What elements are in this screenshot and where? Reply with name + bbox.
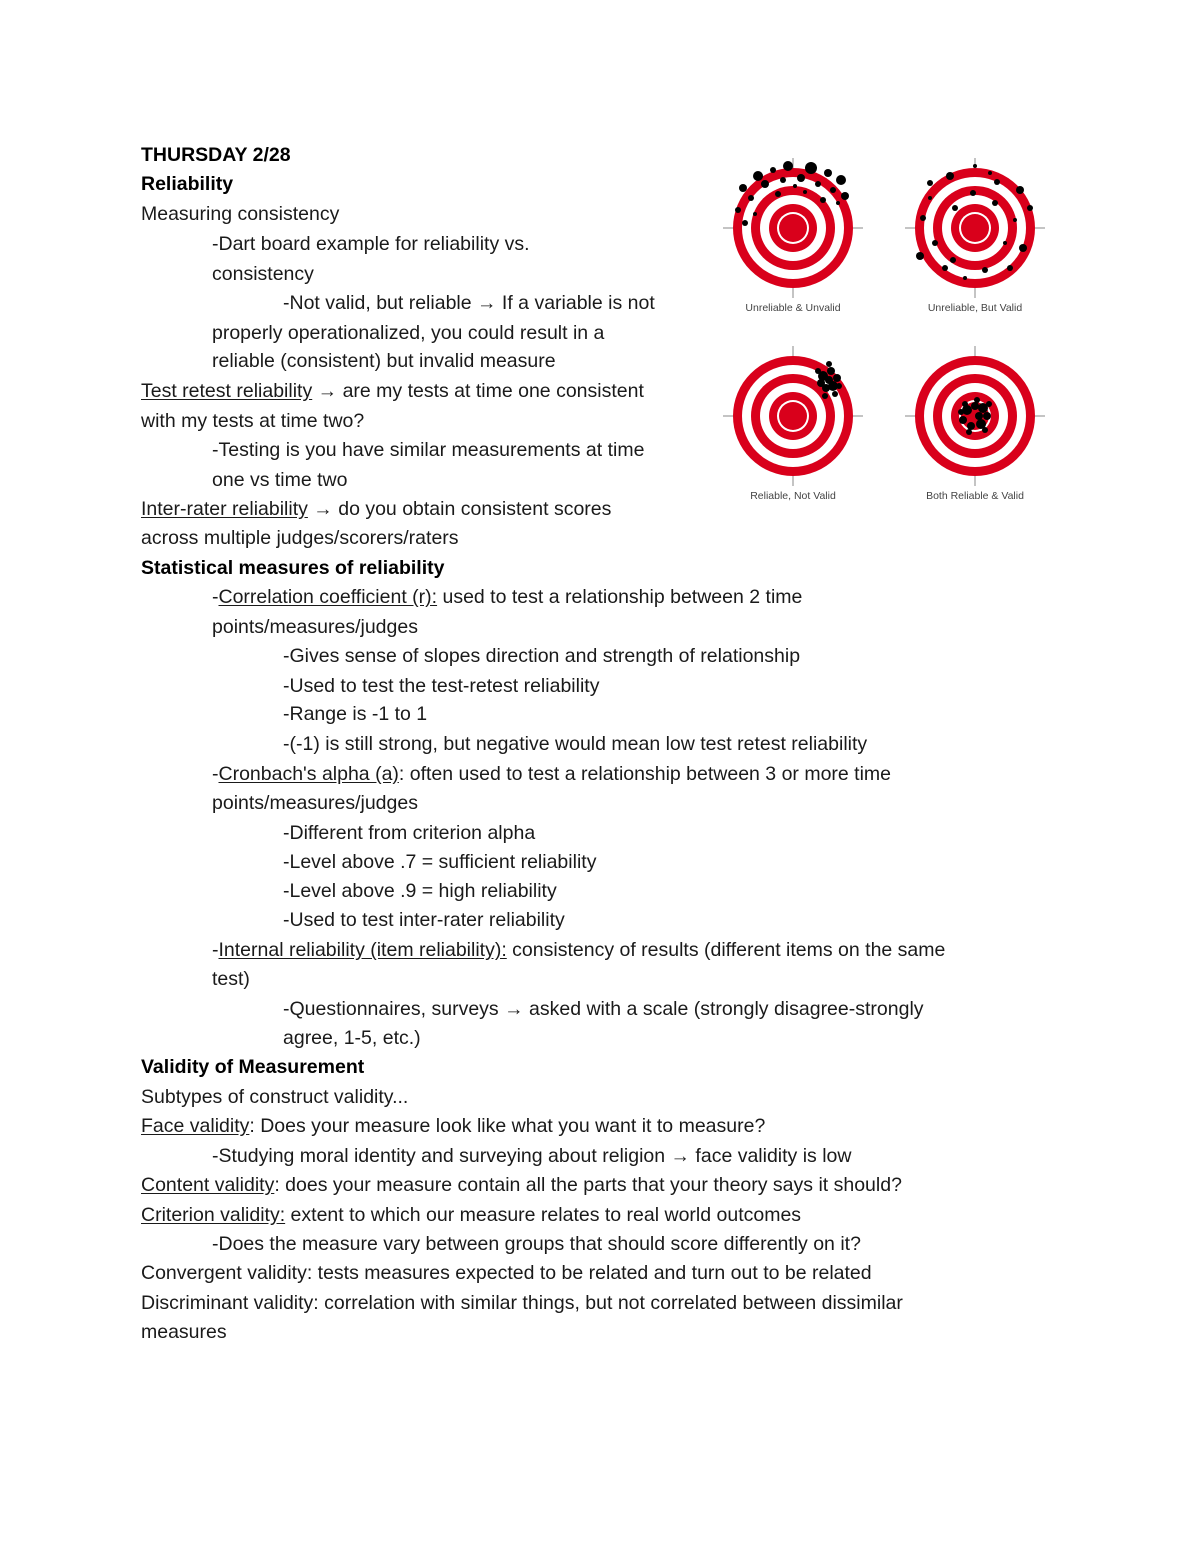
validity-heading: Validity of Measurement: [141, 1056, 365, 1078]
dart-hit: [822, 393, 828, 399]
dart-hit: [753, 212, 757, 216]
not-valid-note-cont2: reliable (consistent) but invalid measure: [212, 350, 556, 372]
reliability-definition: Measuring consistency: [141, 203, 340, 225]
dart-hit: [739, 184, 747, 192]
dart-hit: [775, 191, 781, 197]
test-retest-line: [141, 379, 644, 403]
dart-hit: [916, 252, 924, 260]
dart-hit: [827, 367, 835, 375]
cronbach-term: Cronbach's alpha (a): [218, 763, 399, 785]
dart-hit: [783, 161, 793, 171]
correlation-point: -Range is -1 to 1: [283, 703, 428, 725]
dart-hit: [841, 192, 849, 200]
dart-hit: [992, 200, 998, 206]
dart-hit: [952, 205, 958, 211]
dart-hit: [959, 416, 967, 424]
target-caption: Reliable, Not Valid: [750, 490, 836, 502]
internal-rest: consistency of results (different items on the same: [506, 939, 946, 961]
cronbach-point: -Different from criterion alpha: [283, 822, 536, 844]
correlation-point: -Used to test the test-retest reliability: [283, 675, 600, 697]
dart-hit: [946, 172, 954, 180]
dart-hit: [836, 201, 840, 205]
testing-note-cont: one vs time two: [212, 469, 348, 491]
dart-hit: [761, 180, 769, 188]
dart-hit: [986, 401, 992, 407]
dart-hit: [974, 397, 980, 403]
content-validity-rest: : does your measure contain all the parts that your theory says it should?: [274, 1174, 902, 1196]
dart-hit: [1013, 218, 1017, 222]
dart-hit: [753, 171, 763, 181]
dart-hit: [803, 190, 807, 194]
dart-hit: [824, 169, 832, 177]
criterion-validity-rest: extent to which our measure relates to real world outcomes: [285, 1204, 802, 1226]
cronbach-point: -Used to test inter-rater reliability: [283, 909, 565, 931]
dart-hit: [826, 361, 832, 367]
statistical-heading: Statistical measures of reliability: [141, 557, 445, 579]
dartboard-figure: [720, 152, 1050, 512]
dart-hit: [780, 177, 786, 183]
face-validity-line: [141, 1114, 765, 1138]
target-unreliable-unvalid: [720, 152, 870, 322]
target-ring: [961, 214, 989, 242]
dash: -: [212, 763, 219, 785]
criterion-validity-example: -Does the measure vary between groups that should score differently on it?: [212, 1233, 861, 1255]
dart-hit: [994, 179, 1000, 185]
target-reliable-valid: [902, 340, 1052, 510]
target-caption: Both Reliable & Valid: [926, 490, 1024, 502]
dart-hit: [815, 368, 821, 374]
dart-hit: [797, 174, 805, 182]
test-retest-term: Test retest reliability: [141, 380, 313, 402]
internal-term: Internal reliability (item reliability):: [218, 939, 507, 961]
internal-line: [212, 938, 945, 962]
inter-rater-term: Inter-rater reliability: [141, 498, 308, 520]
discriminant-validity-cont: measures: [141, 1321, 227, 1343]
dart-hit: [1003, 241, 1007, 245]
correlation-point: -(-1) is still strong, but negative would mean low test retest reliability: [283, 733, 868, 755]
date-heading: THURSDAY 2/28: [141, 144, 291, 166]
dartboard-note-cont: consistency: [212, 263, 314, 285]
dart-hit: [967, 422, 975, 430]
reliability-heading: Reliability: [141, 173, 234, 195]
dart-hit: [928, 196, 932, 200]
target-ring: [779, 402, 807, 430]
face-validity-term: Face validity: [141, 1115, 250, 1137]
testing-note: -Testing is you have similar measurements at time: [212, 439, 645, 461]
correlation-rest: used to test a relationship between 2 time: [437, 586, 803, 608]
dart-hit: [748, 195, 754, 201]
correlation-line: [212, 585, 802, 609]
dart-hit: [832, 391, 838, 397]
not-valid-note: -Not valid, but reliable → If a variable is not: [283, 292, 655, 314]
dash: -: [212, 586, 219, 608]
dart-hit: [1027, 205, 1033, 211]
dash: -: [212, 939, 219, 961]
dart-hit: [805, 162, 817, 174]
internal-point-cont: agree, 1-5, etc.): [283, 1027, 421, 1049]
dart-hit: [830, 187, 836, 193]
dart-hit: [836, 175, 846, 185]
dart-hit: [971, 402, 979, 410]
cronbach-line: [212, 762, 891, 786]
inter-rater-cont: across multiple judges/scorers/raters: [141, 527, 459, 549]
internal-cont: test): [212, 968, 250, 990]
inter-rater-rest: → do you obtain consistent scores: [307, 498, 612, 520]
test-retest-cont: with my tests at time two?: [141, 410, 365, 432]
target-reliable-not-valid: [720, 340, 870, 510]
dart-hit: [942, 265, 948, 271]
criterion-validity-term: Criterion validity:: [141, 1204, 286, 1226]
convergent-validity-line: Convergent validity: tests measures expected to be related and turn out to be related: [141, 1262, 872, 1284]
face-validity-example: -Studying moral identity and surveying about religion → face validity is low: [212, 1145, 852, 1167]
target-caption: Unreliable & Unvalid: [745, 302, 841, 314]
face-validity-rest: : Does your measure look like what you want it to measure?: [249, 1115, 766, 1137]
dart-hit: [1019, 244, 1027, 252]
dart-hit: [770, 167, 776, 173]
dart-hit: [833, 374, 841, 382]
internal-point: -Questionnaires, surveys → asked with a scale (strongly disagree-strongly: [283, 998, 924, 1020]
dart-hit: [920, 215, 926, 221]
correlation-term: Correlation coefficient (r):: [218, 586, 438, 608]
dart-hit: [793, 184, 797, 188]
correlation-point: -Gives sense of slopes direction and strength of relationship: [283, 645, 801, 667]
cronbach-point: -Level above .9 = high reliability: [283, 880, 557, 902]
dart-hit: [742, 220, 748, 226]
cronbach-cont: points/measures/judges: [212, 792, 418, 814]
content-validity-term: Content validity: [141, 1174, 275, 1196]
dart-hit: [927, 180, 933, 186]
dart-hit: [988, 171, 992, 175]
target-caption: Unreliable, But Valid: [927, 302, 1023, 314]
dart-hit: [950, 257, 956, 263]
not-valid-note-cont1: properly operationalized, you could result in a: [212, 322, 605, 344]
dart-hit: [1007, 265, 1013, 271]
dart-hit: [982, 427, 988, 433]
cronbach-point: -Level above .7 = sufficient reliability: [283, 851, 597, 873]
dart-hit: [966, 429, 972, 435]
cronbach-rest: : often used to test a relationship between 3 or more time: [398, 763, 892, 785]
dart-hit: [735, 207, 741, 213]
dart-hit: [982, 267, 988, 273]
dartboard-note: -Dart board example for reliability vs.: [212, 233, 530, 255]
correlation-cont: points/measures/judges: [212, 616, 418, 638]
inter-rater-line: [141, 497, 611, 521]
discriminant-validity-line: Discriminant validity: correlation with similar things, but not correlated between dissimilar: [141, 1292, 903, 1314]
dart-hit: [836, 383, 842, 389]
target-unreliable-valid: [902, 152, 1052, 322]
dart-hit: [932, 240, 938, 246]
dart-hit: [820, 197, 826, 203]
dart-hit: [975, 412, 983, 420]
dart-hit: [815, 181, 821, 187]
content-validity-line: [141, 1173, 902, 1197]
dart-hit: [962, 401, 968, 407]
dart-hit: [973, 164, 977, 168]
dart-hit: [1016, 186, 1024, 194]
subtypes-line: Subtypes of construct validity...: [141, 1086, 409, 1108]
dart-hit: [958, 409, 964, 415]
dart-hit: [983, 412, 991, 420]
target-ring: [779, 214, 807, 242]
dart-hit: [817, 379, 825, 387]
dart-hit: [963, 276, 967, 280]
criterion-validity-line: [141, 1203, 801, 1227]
dart-hit: [970, 190, 976, 196]
test-retest-rest: → are my tests at time one consistent: [312, 380, 644, 402]
